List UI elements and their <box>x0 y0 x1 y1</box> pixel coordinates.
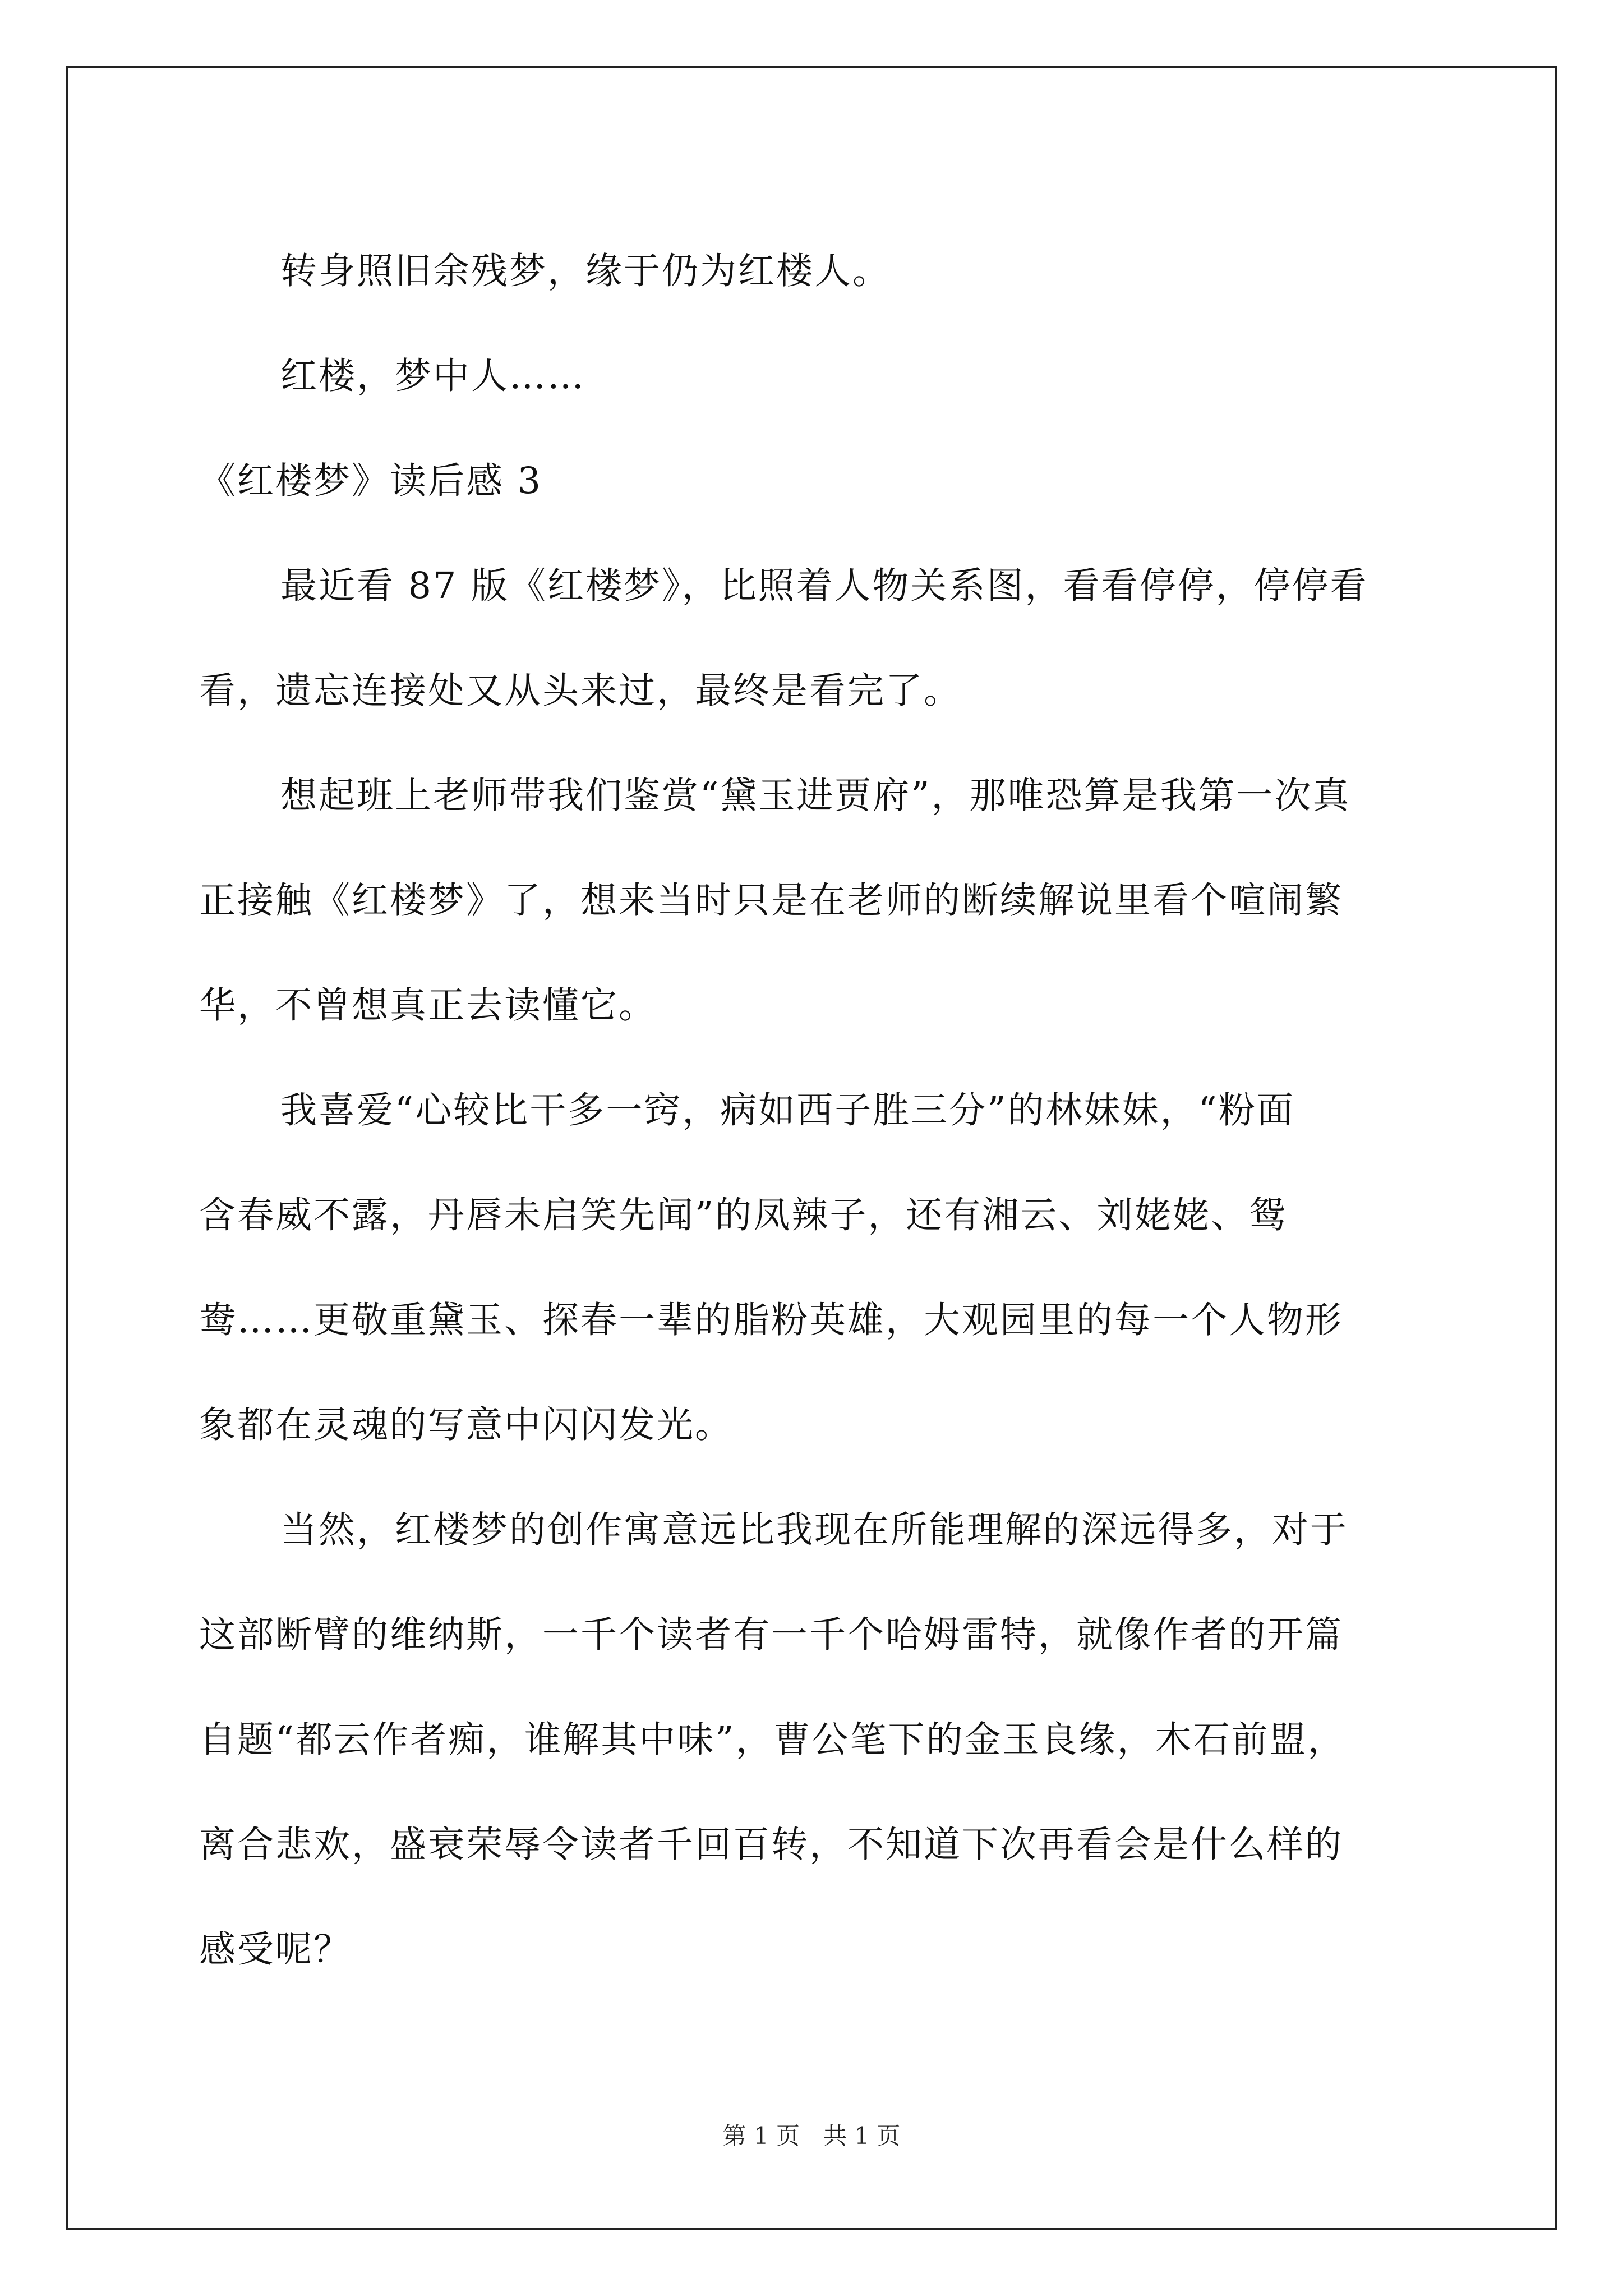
text-line: 正接触《红楼梦》了，想来当时只是在老师的断续解说里看个喧闹繁 <box>199 880 1344 922</box>
text-line: 看，遗忘连接处又从头来过，最终是看完了。 <box>199 670 962 712</box>
text-line: 红楼，梦中人…… <box>280 355 586 397</box>
text-line: 当然，红楼梦的创作寓意远比我现在所能理解的深远得多，对于 <box>280 1509 1349 1551</box>
text-line: 感受呢？ <box>199 1929 352 1971</box>
text-line: 离合悲欢，盛衰荣辱令读者千回百转，不知道下次再看会是什么样的 <box>199 1824 1344 1866</box>
page-number-footer: 第 1 页 共 1 页 <box>722 2122 901 2150</box>
text-line: 最近看 87 版《红楼梦》，比照着人物关系图，看看停停，停停看 <box>280 565 1368 607</box>
text-line: 我喜爱“心较比干多一窍，病如西子胜三分”的林妹妹，“粉面 <box>280 1089 1295 1131</box>
text-line: 这部断臂的维纳斯，一千个读者有一千个哈姆雷特，就像作者的开篇 <box>199 1614 1344 1656</box>
text-line: 鸯……更敬重黛玉、探春一辈的脂粉英雄，大观园里的每一个人物形 <box>199 1299 1344 1341</box>
document-body <box>199 219 1424 2002</box>
text-line: 象都在灵魂的写意中闪闪发光。 <box>199 1404 734 1446</box>
text-line: 华，不曾想真正去读懂它。 <box>199 984 657 1027</box>
text-line: 自题“都云作者痴，谁解其中味”，曹公笔下的金玉良缘，木石前盟， <box>199 1719 1346 1761</box>
text-line: 转身照旧余残梦，缘于仍为红楼人。 <box>280 250 891 292</box>
text-line: 想起班上老师带我们鉴赏“黛玉进贾府”，那唯恐算是我第一次真 <box>280 775 1351 817</box>
section-heading: 《红楼梦》读后感 3 <box>199 460 543 502</box>
text-line: 含春威不露，丹唇未启笑先闻”的凤辣子，还有湘云、刘姥姥、鸳 <box>199 1194 1288 1236</box>
